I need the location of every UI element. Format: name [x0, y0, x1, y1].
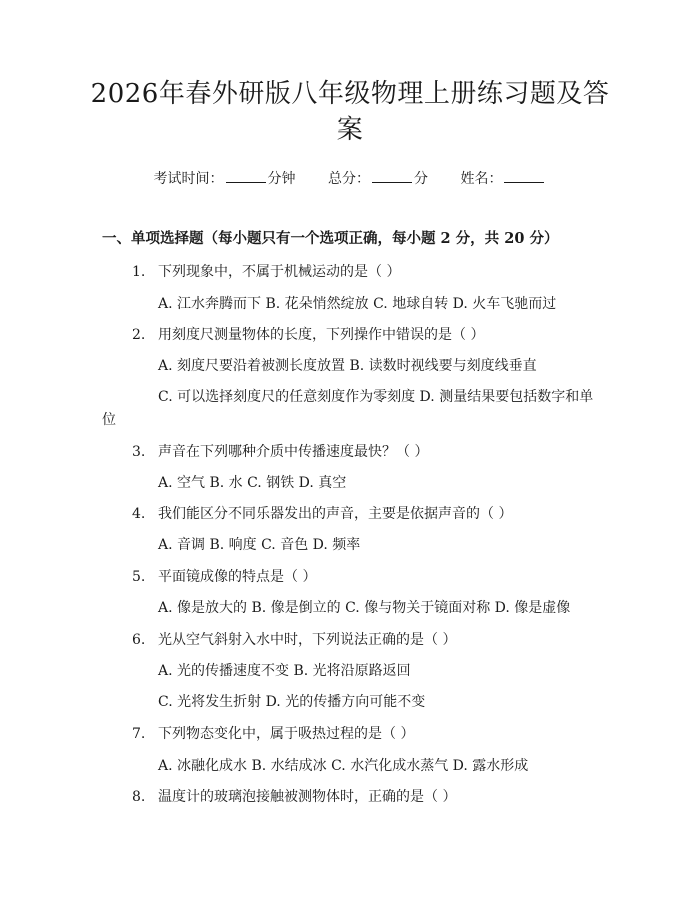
question-text: 下列现象中，不属于机械运动的是（ ） — [158, 264, 401, 280]
question-text: 用刻度尺测量物体的长度，下列操作中错误的是（ ） — [158, 327, 485, 343]
total-score-field — [328, 168, 428, 189]
question-number: 4. — [132, 506, 146, 522]
question-text: 我们能区分不同乐器发出的声音，主要是依据声音的（ ） — [158, 506, 513, 522]
question-6-options-line-2: C. 光将发生折射 D. 光的传播方向可能不变 — [158, 694, 426, 710]
question-text: 声音在下列哪种介质中传播速度最快？（ ） — [158, 444, 429, 460]
section-heading: 一、单项选择题（每小题只有一个选项正确，每小题 2 分，共 20 分） — [102, 230, 559, 247]
question-7-options: A. 冰融化成水 B. 水结成冰 C. 水汽化成水蒸气 D. 露水形成 — [158, 758, 529, 774]
question-number: 7. — [132, 726, 146, 742]
question-1-options: A. 江水奔腾而下 B. 花朵悄然绽放 C. 地球自转 D. 火车飞驰而过 — [158, 296, 557, 312]
question-2-options-wrap: 位 — [102, 412, 116, 428]
question-3-options: A. 空气 B. 水 C. 钢铁 D. 真空 — [158, 475, 347, 491]
question-4-options: A. 音调 B. 响度 C. 音色 D. 频率 — [158, 537, 361, 553]
question-5-options: A. 像是放大的 B. 像是倒立的 C. 像与物关于镜面对称 D. 像是虚像 — [158, 600, 571, 616]
question-number: 8. — [132, 789, 146, 805]
question-text: 温度计的玻璃泡接触被测物体时，正确的是（ ） — [158, 789, 457, 805]
question-number: 1. — [132, 264, 146, 280]
question-text: 光从空气斜射入水中时，下列说法正确的是（ ） — [158, 632, 457, 648]
question-2-options-line-2: C. 可以选择刻度尺的任意刻度作为零刻度 D. 测量结果要包括数字和单 — [158, 389, 594, 405]
name-label: 姓名： — [460, 171, 503, 187]
exam-time-label: 考试时间： — [153, 171, 224, 187]
question-number: 6. — [132, 632, 146, 648]
total-score-blank — [372, 168, 412, 183]
total-score-unit: 分 — [414, 171, 428, 187]
exam-time-field — [154, 168, 296, 189]
name-field — [460, 168, 546, 189]
question-6-options-line-1: A. 光的传播速度不变 B. 光将沿原路返回 — [158, 663, 411, 679]
total-score-label: 总分： — [328, 171, 370, 187]
question-text: 下列物态变化中，属于吸热过程的是（ ） — [158, 726, 415, 742]
exam-time-unit: 分钟 — [267, 171, 296, 187]
question-number: 3. — [132, 444, 146, 460]
question-text: 平面镜成像的特点是（ ） — [158, 569, 317, 585]
exam-time-blank — [226, 168, 266, 183]
question-number: 5. — [132, 569, 146, 585]
document-title: 2026年春外研版八年级物理上册练习题及答案 — [90, 79, 610, 145]
question-2-options-line-1: A. 刻度尺要沿着被测长度放置 B. 读数时视线要与刻度线垂直 — [158, 358, 537, 374]
exam-info-row — [0, 168, 700, 189]
name-blank — [504, 168, 544, 183]
question-number: 2. — [132, 327, 146, 343]
